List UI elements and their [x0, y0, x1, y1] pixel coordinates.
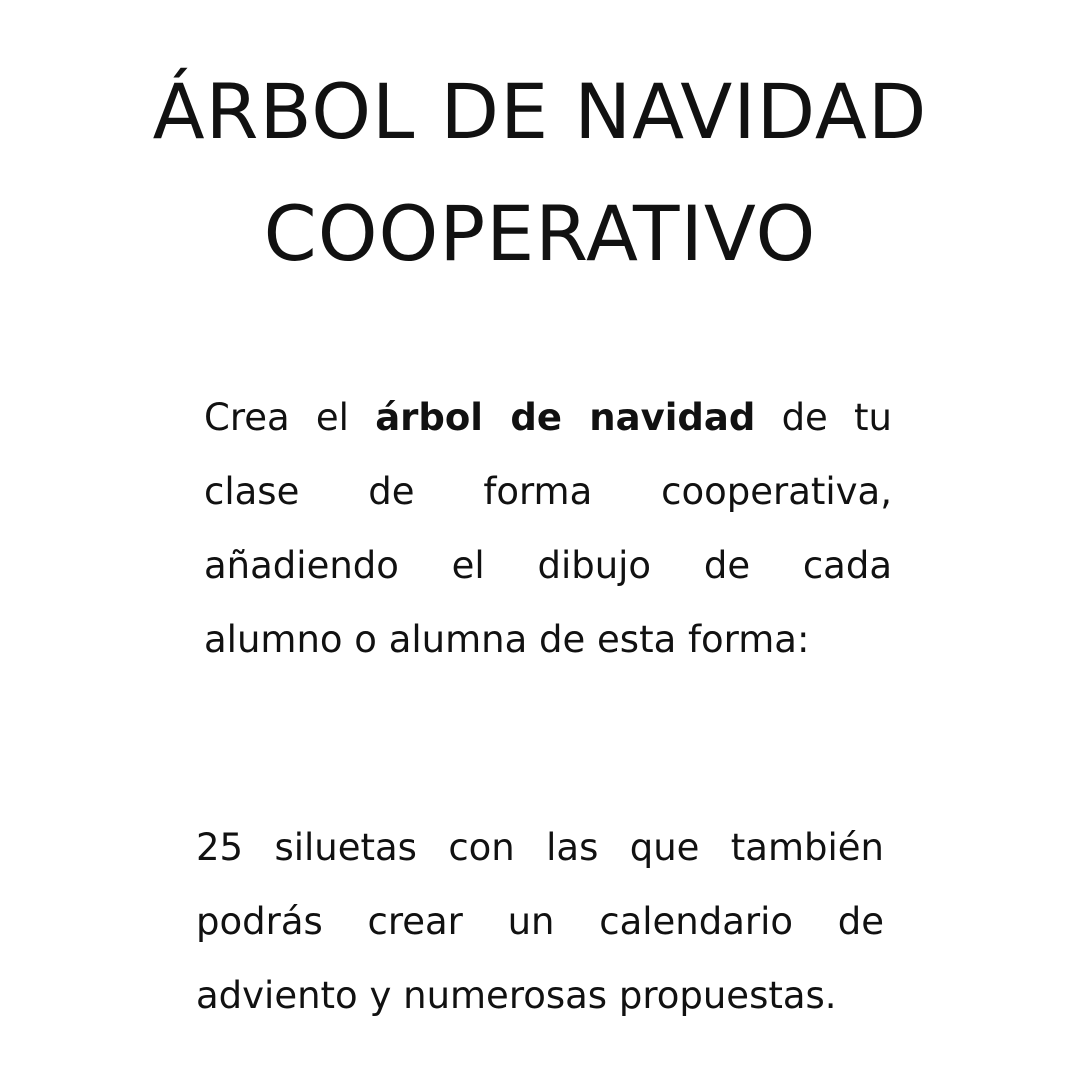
- silhouettes-line-1: [196, 811, 884, 885]
- intro-word: el: [451, 544, 485, 587]
- intro-word: Crea: [204, 396, 290, 439]
- intro-line-1: [204, 381, 892, 455]
- intro-word: el: [315, 396, 349, 439]
- silhouettes-line-3: [196, 959, 884, 1033]
- page-title-line-1: ÁRBOL DE NAVIDAD: [152, 67, 928, 156]
- intro-line-text: alumno o alumna de esta forma:: [204, 618, 810, 661]
- silhouettes-word: podrás: [196, 900, 323, 943]
- intro-line-3: [204, 529, 892, 603]
- intro-paragraph: [204, 381, 892, 677]
- highlighted-phrase: árbol de navidad: [375, 396, 756, 439]
- intro-line-4: [204, 603, 892, 677]
- intro-word: añadiendo: [204, 544, 399, 587]
- page-title-line-2: COOPERATIVO: [263, 189, 817, 278]
- intro-line-2: [204, 455, 892, 529]
- silhouettes-word: crear: [367, 900, 463, 943]
- silhouettes-word: con: [448, 826, 515, 869]
- intro-word: de: [703, 544, 751, 587]
- intro-word: forma: [483, 470, 593, 513]
- silhouettes-line-text: adviento y numerosas propuestas.: [196, 974, 837, 1017]
- silhouettes-word: siluetas: [274, 826, 417, 869]
- silhouettes-paragraph: [196, 811, 884, 1033]
- intro-word: de: [781, 396, 828, 439]
- silhouettes-line-2: [196, 885, 884, 959]
- intro-word: cooperativa,: [661, 470, 892, 513]
- intro-word: dibujo: [537, 544, 652, 587]
- silhouettes-word: calendario: [599, 900, 794, 943]
- silhouettes-word: también: [730, 826, 884, 869]
- intro-word: cada: [802, 544, 893, 587]
- intro-word: de: [368, 470, 415, 513]
- intro-word: tu: [854, 396, 893, 439]
- silhouettes-word: un: [507, 900, 555, 943]
- silhouettes-word: que: [629, 826, 700, 869]
- intro-word: clase: [204, 470, 300, 513]
- silhouettes-word: 25: [196, 826, 244, 869]
- silhouettes-word: las: [546, 826, 599, 869]
- silhouettes-word: de: [837, 900, 885, 943]
